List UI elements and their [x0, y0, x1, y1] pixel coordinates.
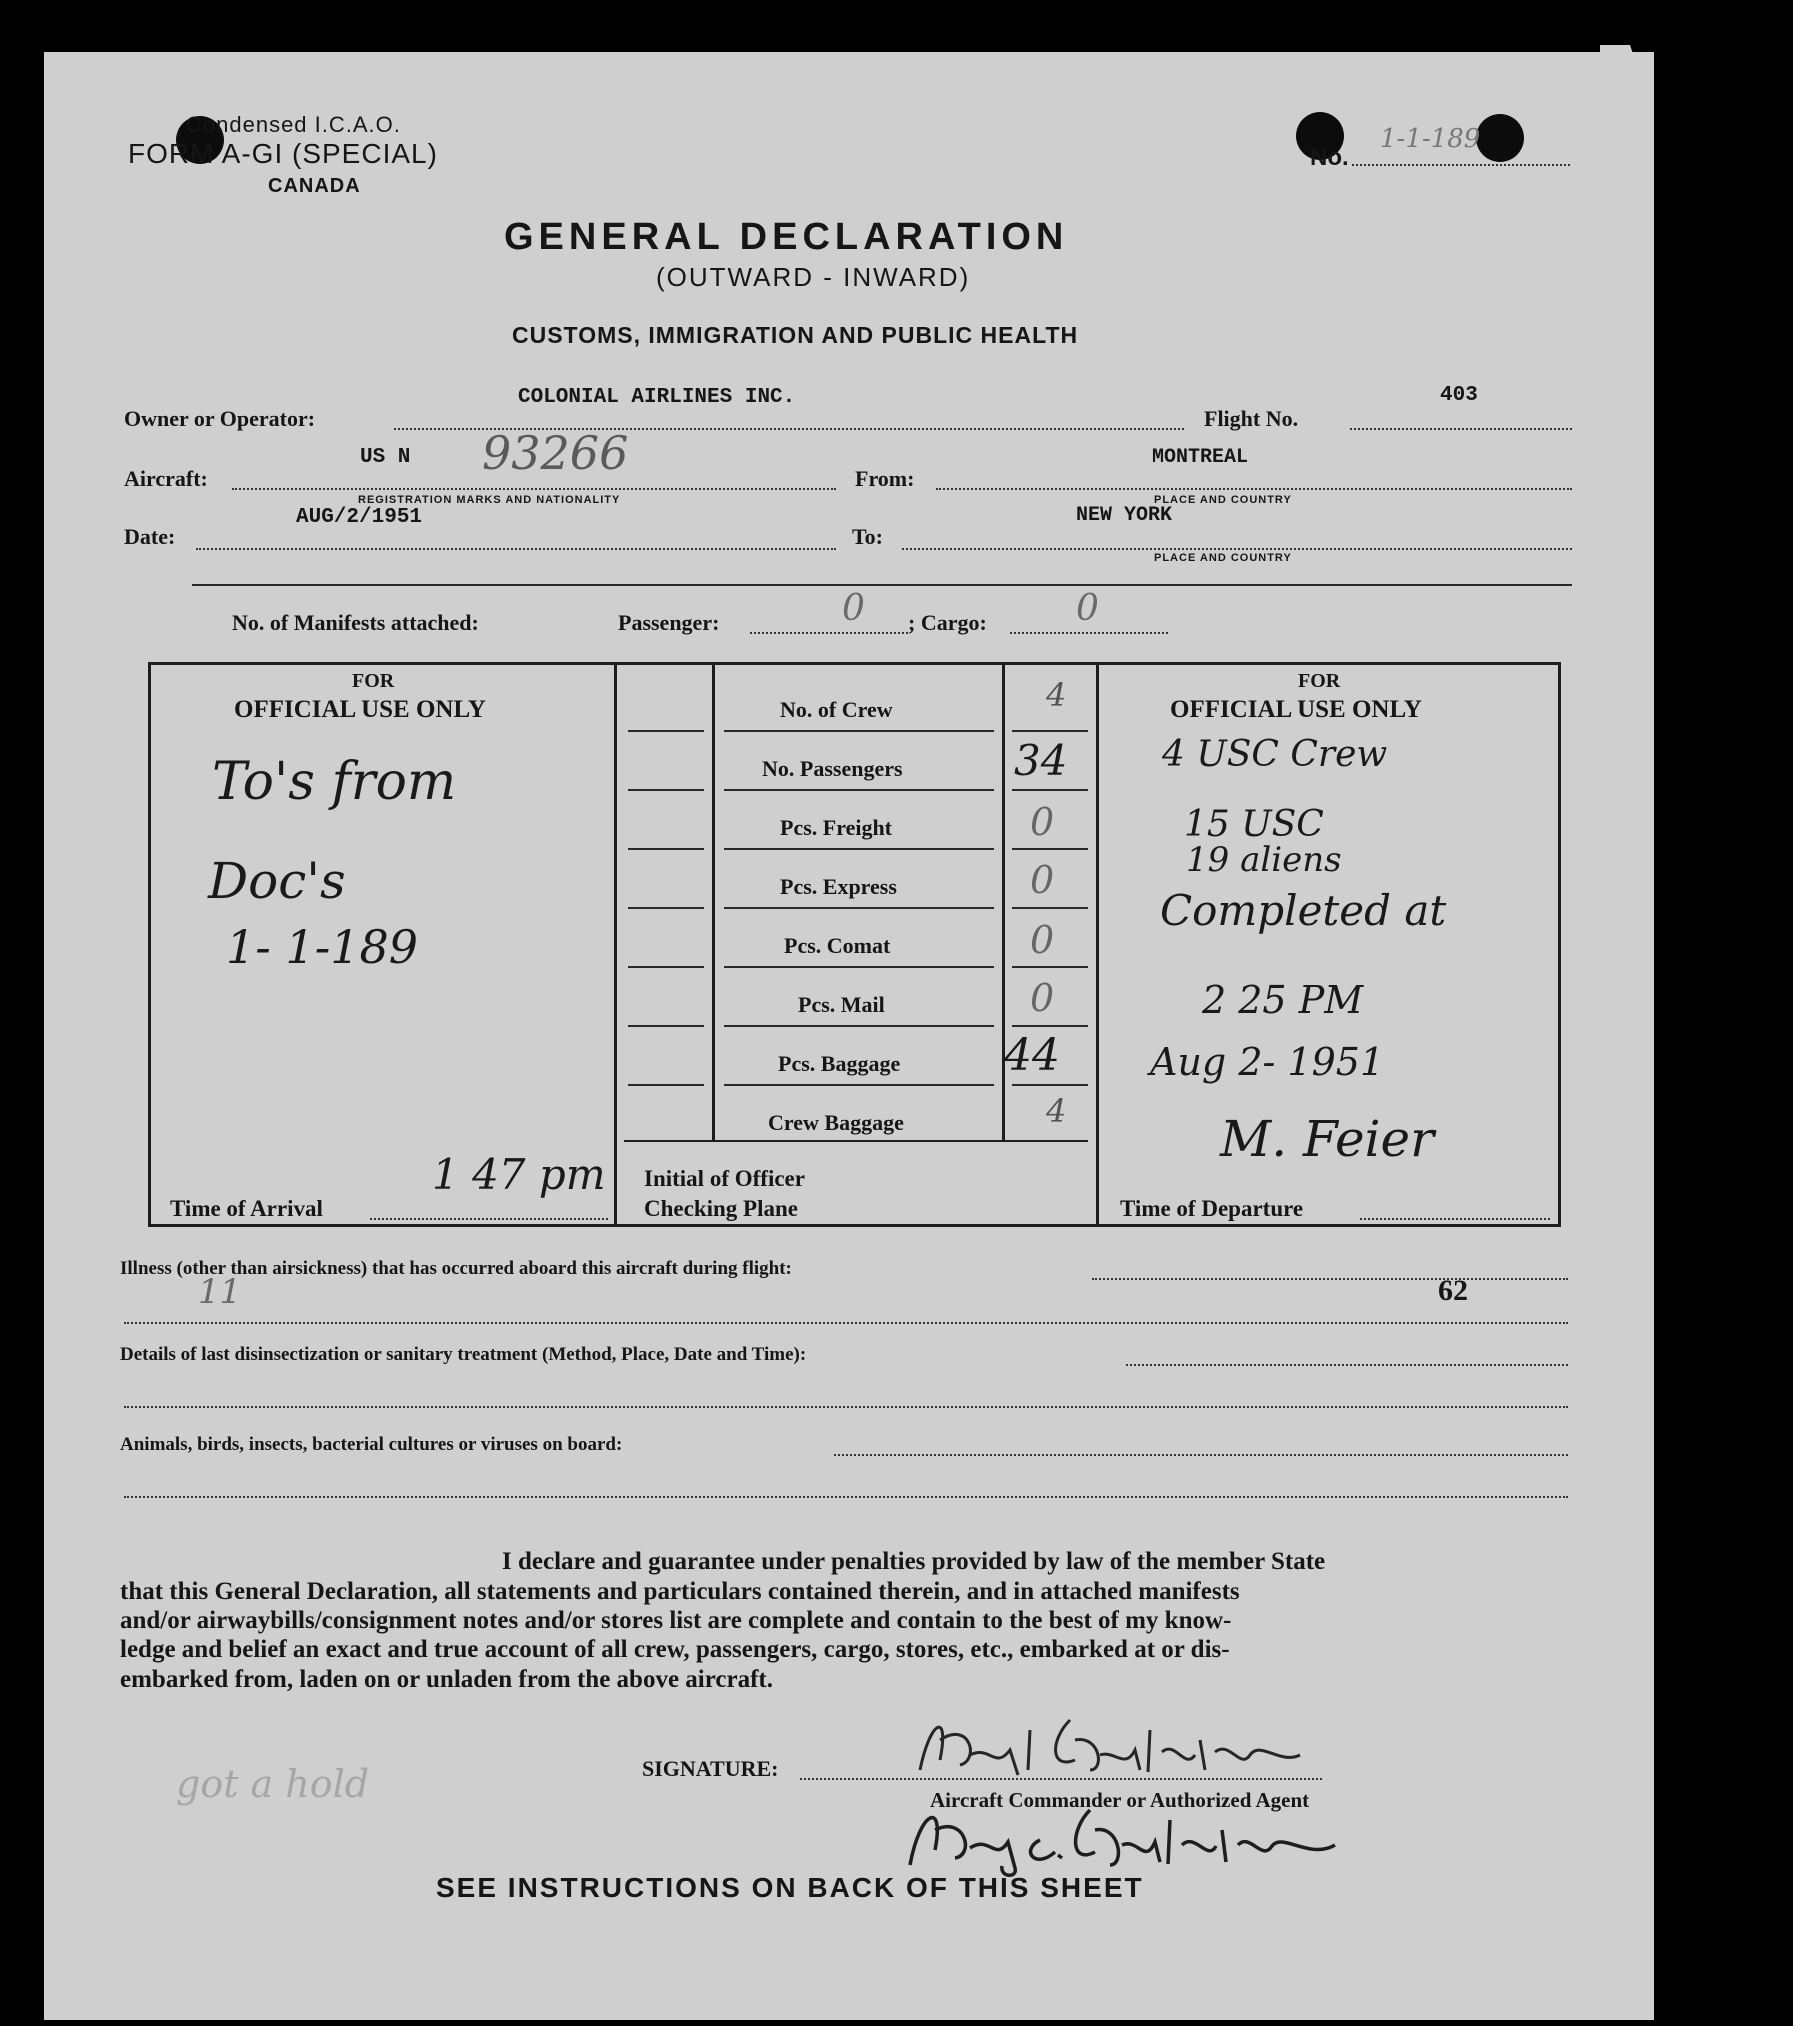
cargo-line	[1010, 632, 1168, 634]
right-note-4: Completed at	[1160, 886, 1447, 935]
cargo-value: 0	[1076, 588, 1099, 629]
form-line-3: CANADA	[268, 175, 361, 197]
aircraft-caption: REGISTRATION MARKS AND NATIONALITY	[358, 494, 621, 506]
row-value: 0	[1030, 858, 1055, 902]
section-title: CUSTOMS, IMMIGRATION AND PUBLIC HEALTH	[512, 322, 1079, 348]
page-number: 62	[1438, 1274, 1468, 1307]
from-line	[936, 488, 1572, 490]
animals-label: Animals, birds, insects, bacterial cultures or viruses on board:	[120, 1434, 623, 1455]
initial-officer-label: Initial of Officer	[644, 1166, 805, 1191]
left-note-3: 1- 1-189	[226, 920, 419, 974]
left-note-1: To's from	[212, 752, 457, 812]
signature-caption: Aircraft Commander or Authorized Agent	[930, 1788, 1310, 1812]
cargo-label: ; Cargo:	[908, 610, 987, 635]
row-value: 4	[1046, 1092, 1067, 1130]
declaration-line-3: and/or airwaybills/consignment notes and/or stores list are complete and contain to the best of my know-	[120, 1607, 1232, 1634]
manifests-label: No. of Manifests attached:	[232, 610, 479, 635]
right-note-1: 4 USC Crew	[1162, 734, 1388, 775]
aircraft-value: 93266	[482, 426, 629, 480]
right-note-5: 2 25 PM	[1202, 978, 1364, 1022]
illness-line-2	[124, 1322, 1568, 1324]
aircraft-label: Aircraft:	[124, 466, 208, 491]
to-value: NEW YORK	[1076, 504, 1173, 527]
handwritten-signature-2	[890, 1790, 1370, 1880]
row-label: No. Passengers	[762, 756, 903, 781]
form-line-2: FORM A-GI (SPECIAL)	[128, 138, 438, 169]
right-head-for: FOR	[1298, 670, 1341, 692]
animals-line-1	[834, 1454, 1568, 1456]
handwritten-signature-1	[900, 1700, 1340, 1790]
disinsect-line-2	[124, 1406, 1568, 1408]
illness-value: 11	[198, 1272, 242, 1312]
passenger-value: 0	[842, 588, 865, 629]
date-line	[196, 548, 836, 550]
header-separator	[192, 584, 1572, 586]
form-line-1: Condensed I.C.A.O.	[186, 112, 401, 137]
animals-line-2	[124, 1496, 1568, 1498]
row-value: 4	[1046, 676, 1067, 714]
right-note-3: 19 aliens	[1186, 840, 1342, 880]
passenger-line	[750, 632, 908, 634]
row-label: Pcs. Express	[780, 874, 897, 899]
declaration-line-1: I declare and guarantee under penalties provided by law of the member State	[502, 1548, 1326, 1575]
row-label: No. of Crew	[780, 697, 893, 722]
date-value: AUG/2/1951	[296, 506, 423, 529]
number-label: No.	[1310, 144, 1349, 171]
passenger-label: Passenger:	[618, 610, 720, 635]
row-label: Pcs. Freight	[780, 815, 893, 840]
time-departure-label: Time of Departure	[1120, 1196, 1304, 1221]
left-note-2: Doc's	[208, 852, 346, 910]
declaration-line-5: embarked from, laden on or unladen from the above aircraft.	[120, 1666, 773, 1693]
faint-note: got a hold	[176, 1762, 370, 1806]
number-value: 1-1-189	[1380, 124, 1481, 154]
time-departure-line	[1360, 1218, 1550, 1220]
page-title: GENERAL DECLARATION	[504, 216, 1069, 258]
time-arrival-value: 1 47 pm	[432, 1150, 606, 1199]
to-label: To:	[852, 524, 883, 549]
from-value: MONTREAL	[1152, 446, 1249, 469]
to-caption: PLACE AND COUNTRY	[1154, 552, 1292, 564]
right-note-6: Aug 2- 1951	[1150, 1040, 1385, 1084]
aircraft-line	[232, 488, 836, 490]
right-head: OFFICIAL USE ONLY	[1170, 696, 1422, 723]
row-label: Crew Baggage	[768, 1110, 904, 1135]
from-caption: PLACE AND COUNTRY	[1154, 494, 1292, 506]
declaration-line-2: that this General Declaration, all statements and particulars contained therein, and in attached manifests	[120, 1578, 1240, 1605]
illness-line-1	[1092, 1278, 1568, 1280]
row-value: 0	[1030, 918, 1055, 962]
flight-line	[1350, 428, 1572, 430]
row-value: 34	[1014, 736, 1068, 785]
row-value: 0	[1030, 976, 1055, 1020]
disinsect-label: Details of last disinsectization or sanitary treatment (Method, Place, Date and Time):	[120, 1344, 807, 1365]
declaration-line-4: ledge and belief an exact and true account of all crew, passengers, cargo, stores, etc., embarked at or dis-	[120, 1636, 1230, 1663]
punch-hole-right	[1476, 114, 1524, 162]
flight-value: 403	[1440, 384, 1478, 407]
to-line	[902, 548, 1572, 550]
row-value: 0	[1030, 800, 1055, 844]
row-label: Pcs. Baggage	[778, 1051, 901, 1076]
time-arrival-line	[370, 1218, 608, 1220]
row-label: Pcs. Mail	[798, 992, 885, 1017]
footer-instructions: SEE INSTRUCTIONS ON BACK OF THIS SHEET	[436, 1872, 1144, 1903]
right-note-2: 15 USC	[1184, 804, 1324, 845]
disinsect-line-1	[1126, 1364, 1568, 1366]
left-head: OFFICIAL USE ONLY	[234, 696, 486, 723]
page-subtitle: (OUTWARD - INWARD)	[656, 262, 971, 292]
owner-value: COLONIAL AIRLINES INC.	[518, 386, 796, 409]
signature-label: SIGNATURE:	[642, 1756, 779, 1781]
number-line	[1352, 164, 1570, 166]
date-label: Date:	[124, 524, 176, 549]
checking-plane-label: Checking Plane	[644, 1196, 798, 1221]
from-label: From:	[855, 466, 915, 491]
left-head-for: FOR	[352, 670, 395, 692]
illness-label: Illness (other than airsickness) that has occurred aboard this aircraft during flight:	[120, 1258, 792, 1279]
right-signature: M. Feier	[1220, 1110, 1435, 1168]
flight-label: Flight No.	[1204, 406, 1299, 431]
aircraft-prefix: US N	[360, 446, 411, 469]
row-label: Pcs. Comat	[784, 933, 891, 958]
time-arrival-label: Time of Arrival	[170, 1196, 323, 1221]
row-value: 44	[1004, 1030, 1060, 1081]
owner-label: Owner or Operator:	[124, 406, 316, 431]
